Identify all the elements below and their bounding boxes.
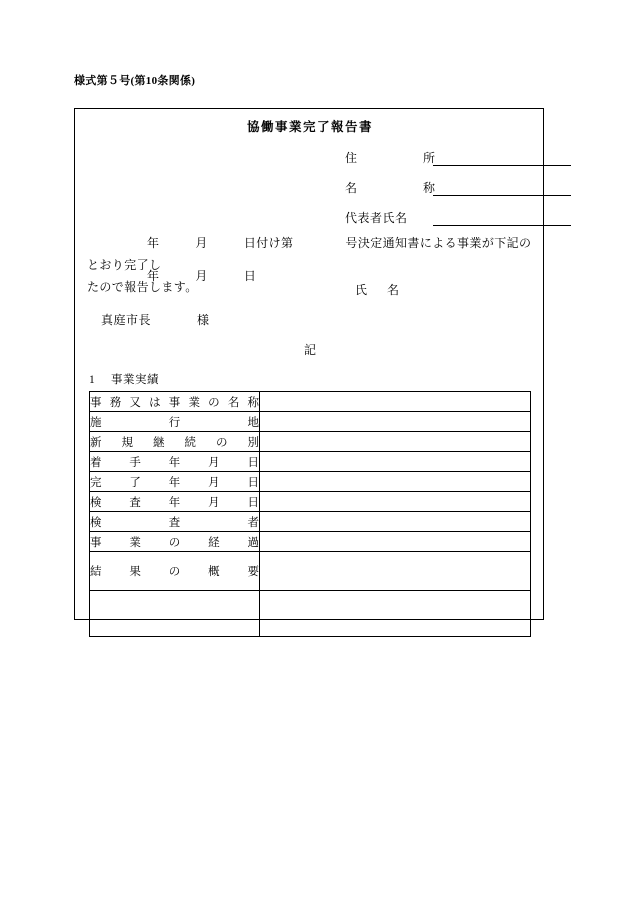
label-char: 査 [168, 516, 181, 529]
row-label-chars-6 [90, 514, 259, 530]
label-char: 継 [153, 436, 165, 449]
report-date-year: 年 [147, 269, 160, 283]
row-label-6 [90, 512, 260, 532]
label-char: 結 [90, 566, 102, 578]
row-label-chars-0 [90, 394, 259, 410]
label-char: 事 [90, 396, 102, 409]
row-label-7 [90, 532, 260, 552]
table-row [90, 432, 531, 452]
label-char: 地 [247, 416, 259, 429]
row-label-0 [90, 392, 260, 412]
label-char: 過 [247, 536, 259, 549]
section-heading [89, 371, 159, 387]
label-char: 規 [121, 436, 133, 449]
table-row [90, 492, 531, 512]
section-label: 事業実績 [111, 374, 159, 386]
address-label: 住 所 [345, 151, 450, 165]
body-year: 年 [147, 236, 160, 250]
body-month: 月 [195, 236, 208, 250]
row-label-chars-2 [90, 434, 259, 450]
row-value-8[interactable] [260, 552, 531, 591]
row-value-3[interactable] [260, 452, 531, 472]
row-label-chars-3 [90, 454, 259, 470]
report-date-month: 月 [195, 269, 208, 283]
label-char: 了 [129, 476, 141, 489]
table-row [90, 412, 531, 432]
label-char: 経 [208, 536, 220, 549]
label-char: 検 [90, 516, 102, 529]
label-char: 日 [247, 456, 259, 469]
section-number: 1 [89, 374, 96, 386]
table-row [90, 472, 531, 492]
label-char: 日 [247, 496, 259, 509]
row-value-0[interactable] [260, 392, 531, 412]
organization-name-label: 名 称 [345, 181, 450, 195]
label-char: の [168, 536, 181, 549]
row-value-spacer[interactable] [260, 591, 531, 637]
label-char: 年 [168, 456, 181, 469]
row-value-2[interactable] [260, 432, 531, 452]
label-char: 行 [168, 416, 181, 429]
label-char: 完 [90, 476, 102, 489]
label-char: 月 [208, 496, 220, 509]
table-row [90, 392, 531, 412]
label-char: 称 [247, 396, 259, 409]
label-char: の [208, 396, 220, 409]
label-char: 概 [208, 566, 220, 578]
row-label-chars-4 [90, 474, 259, 490]
addressee-honorific: 様 [197, 313, 210, 327]
table-row [90, 532, 531, 552]
label-char: 者 [247, 516, 259, 529]
label-char: 年 [168, 476, 181, 489]
label-char: 別 [247, 436, 259, 449]
label-char: 務 [109, 396, 122, 409]
address-field [345, 149, 571, 166]
label-char: 果 [129, 566, 141, 578]
table-row [90, 552, 531, 591]
label-char: 業 [188, 396, 200, 409]
ki-marker: 記 [303, 343, 316, 357]
label-char: 続 [184, 436, 196, 449]
report-date-day: 日 [243, 269, 257, 283]
report-date-line [87, 267, 256, 284]
document-title: 協働事業完了報告書 [246, 120, 373, 134]
body-second-line: たので報告します。 [87, 280, 198, 294]
representative-name-field [345, 209, 571, 226]
achievement-table-body [90, 392, 531, 637]
label-char: 年 [168, 496, 181, 509]
row-label-2 [90, 432, 260, 452]
label-char: 事 [168, 396, 181, 409]
label-char: は [149, 396, 161, 409]
row-label-4 [90, 472, 260, 492]
row-value-5[interactable] [260, 492, 531, 512]
row-value-1[interactable] [260, 412, 531, 432]
achievement-table [89, 391, 531, 637]
organization-name-field [345, 179, 571, 196]
label-char: 施 [90, 416, 102, 429]
form-number: 様式第５号(第10条関係) [74, 75, 196, 87]
label-char: 月 [208, 456, 220, 469]
label-char: 査 [129, 496, 141, 509]
label-char: 月 [208, 476, 220, 489]
label-char: 検 [90, 496, 102, 509]
row-value-6[interactable] [260, 512, 531, 532]
label-char: 業 [129, 536, 141, 549]
label-char: 又 [129, 396, 141, 409]
row-label-3 [90, 452, 260, 472]
body-number: 号決定通知書による事業が下記のとおり完了し [87, 236, 532, 272]
label-char: 手 [129, 456, 141, 469]
row-label-1 [90, 412, 260, 432]
label-char: の [168, 566, 181, 578]
representative-name-rule[interactable] [433, 210, 571, 226]
row-label-chars-8 [90, 563, 259, 579]
address-rule[interactable] [433, 150, 571, 166]
table-row [90, 512, 531, 532]
table-row-spacer [90, 591, 531, 637]
organization-name-rule[interactable] [433, 180, 571, 196]
body-paragraph [87, 232, 535, 298]
row-label-5 [90, 492, 260, 512]
body-day: 日付け第 [243, 236, 294, 250]
label-char: 着 [90, 456, 102, 469]
form-frame [74, 108, 544, 620]
representative-name-label: 代表者氏名 [345, 211, 408, 225]
label-char: 日 [247, 476, 259, 489]
row-label-chars-1 [90, 414, 259, 430]
addressee-to: 真庭市長 [101, 313, 152, 327]
label-char: の [216, 436, 228, 449]
label-char: 要 [247, 566, 259, 578]
label-char: 事 [90, 536, 102, 549]
label-char: 新 [90, 436, 102, 449]
row-label-chars-5 [90, 494, 259, 510]
row-label-spacer [90, 591, 260, 637]
row-label-8 [90, 552, 260, 591]
signature-label: 氏 名 [355, 283, 404, 297]
row-label-chars-7 [90, 534, 259, 550]
label-char: 名 [227, 396, 240, 409]
row-value-7[interactable] [260, 532, 531, 552]
table-row [90, 452, 531, 472]
row-value-4[interactable] [260, 472, 531, 492]
addressee-line [101, 311, 210, 328]
